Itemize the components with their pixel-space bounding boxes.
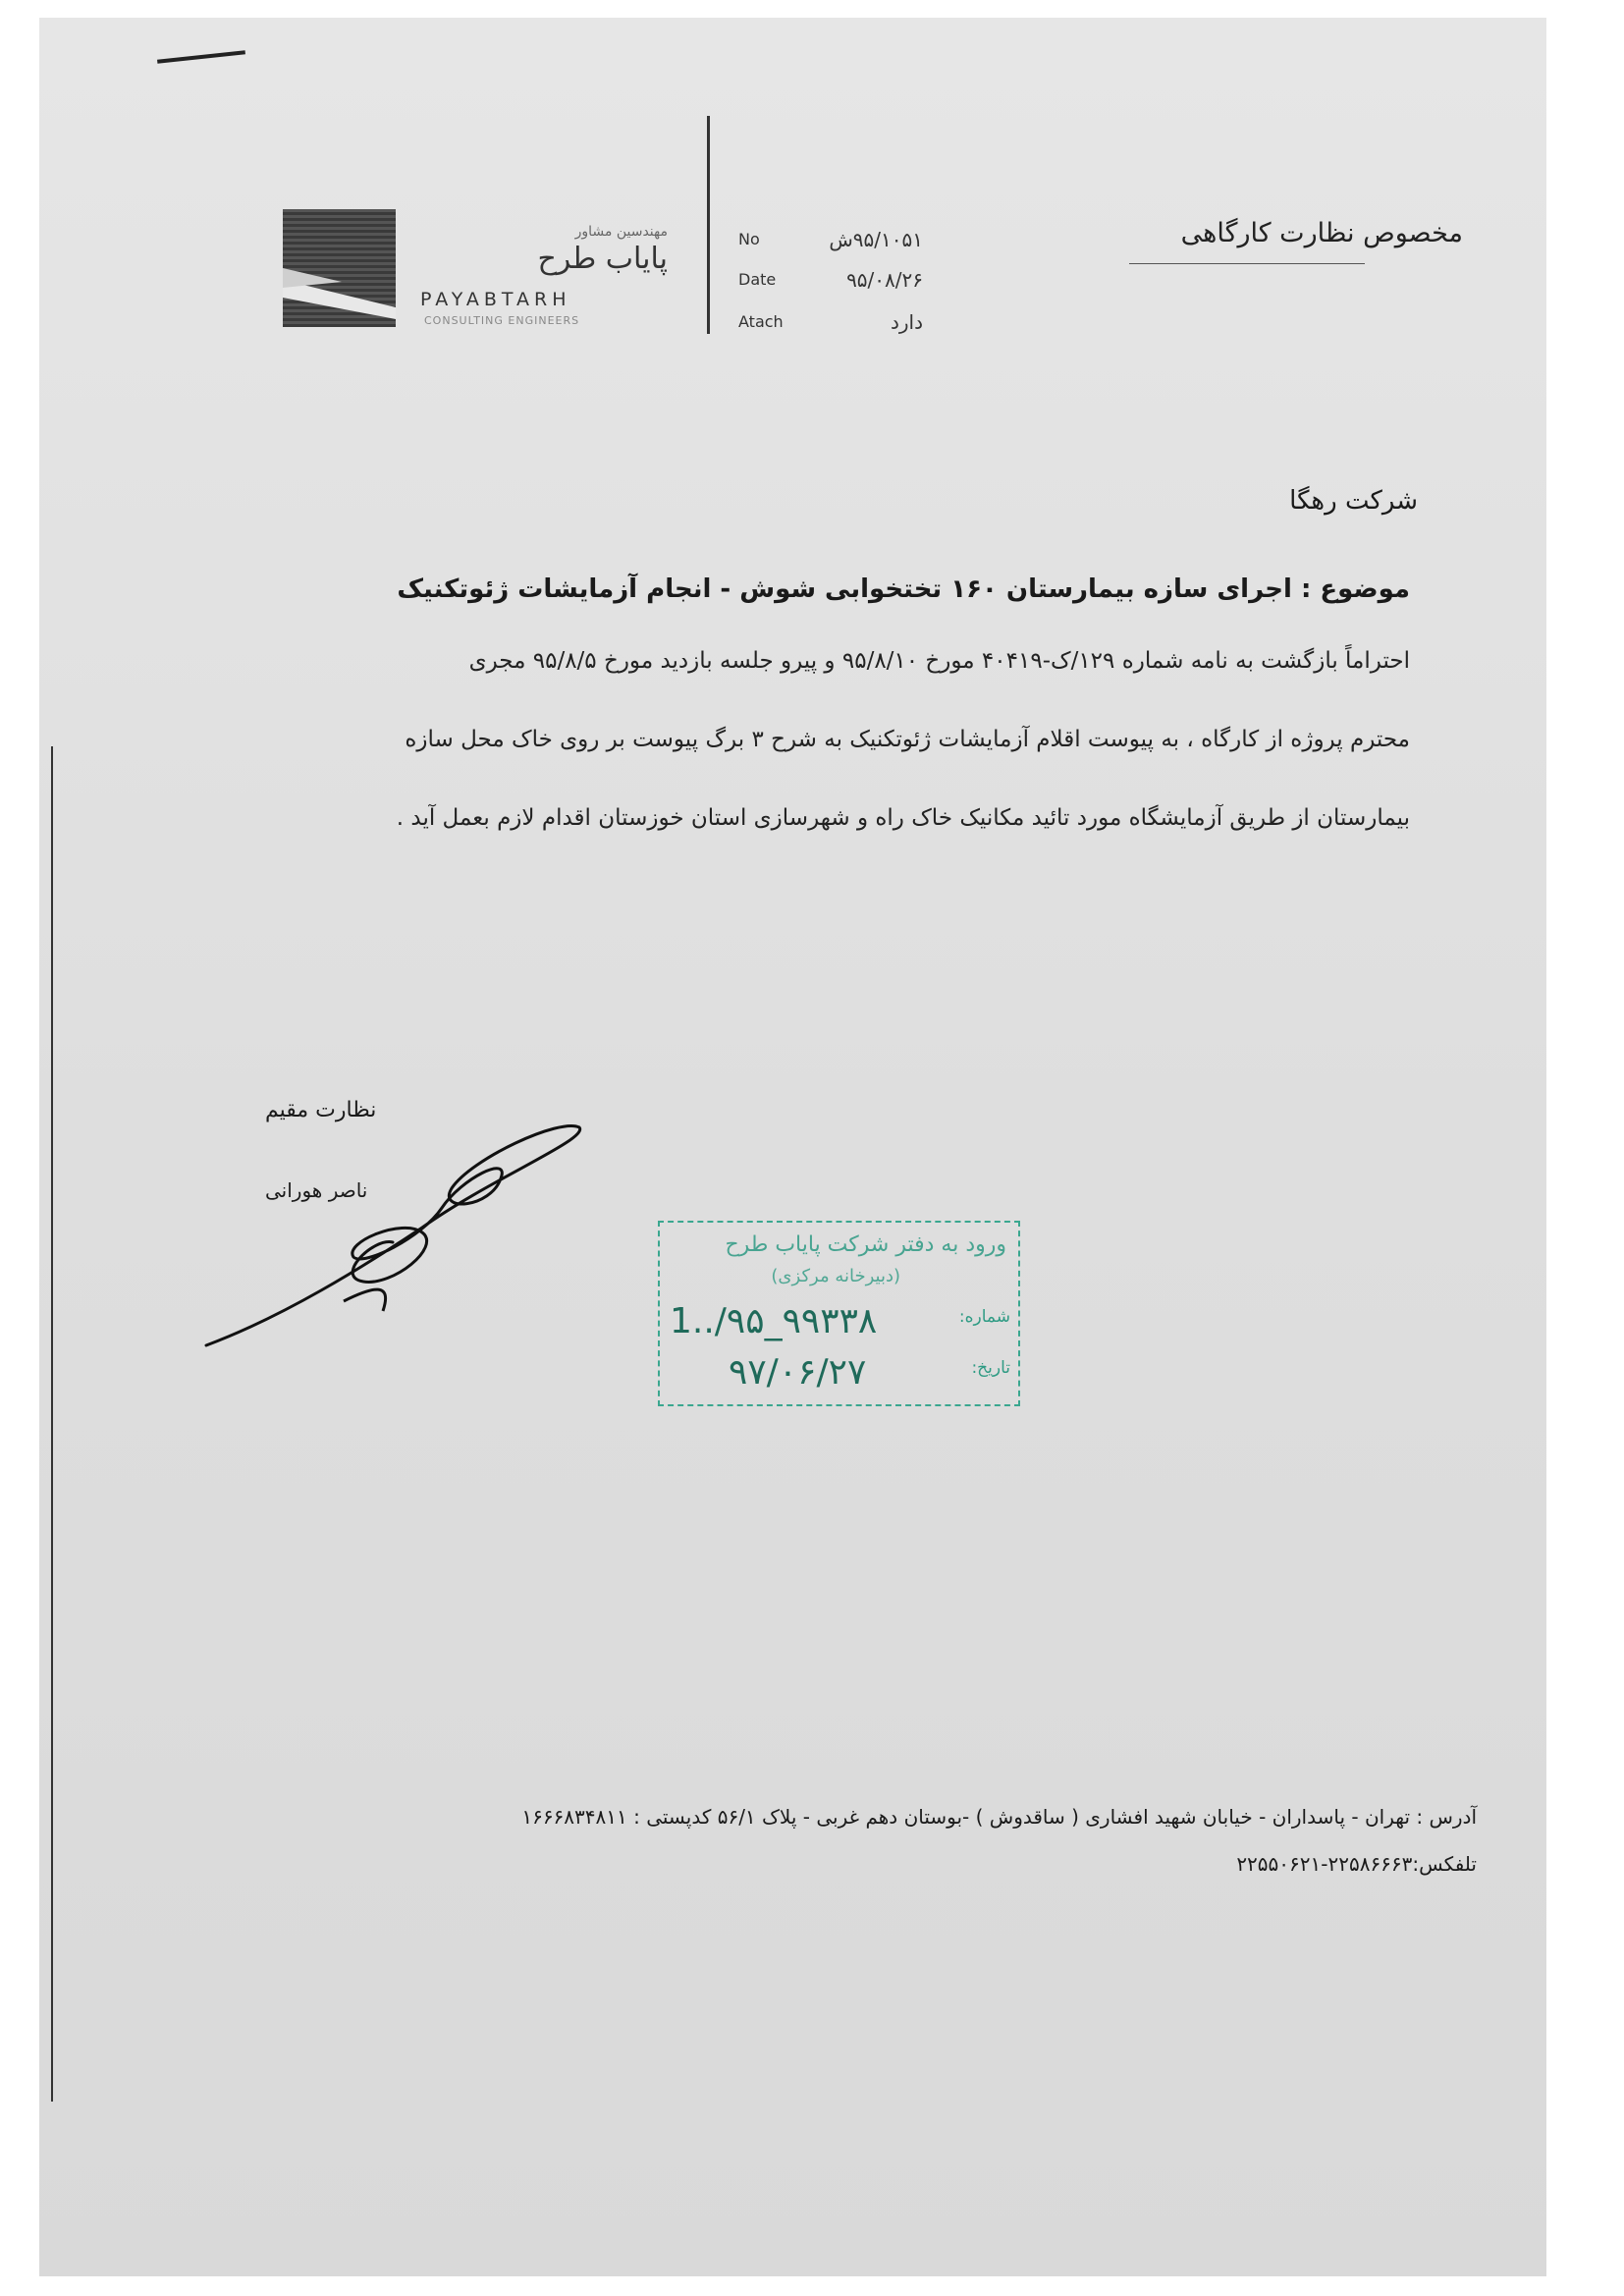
footer-phone: تلفکس:۲۲۵۸۶۶۶۳-۲۲۵۵۰۶۲۱ — [1236, 1852, 1477, 1876]
letter-attach-value: دارد — [890, 310, 923, 334]
company-subtitle: CONSULTING ENGINEERS — [424, 314, 580, 327]
letter-attach-label: Atach — [738, 312, 784, 331]
stamp-title: ورود به دفتر شرکت پایاب طرح — [725, 1232, 1006, 1257]
signer-role: نظارت مقیم — [265, 1098, 377, 1122]
company-logo — [283, 209, 396, 327]
body-line-1: احتراماً بازگشت به نامه شماره ۱۲۹/ک-۴۰۴۱۹ مورخ ۹۵/۸/۱۰ و پیرو جلسه بازدید مورخ ۹۵/۸/۵ مجری — [468, 648, 1410, 674]
footer-address: آدرس : تهران - پاسداران - خیابان شهید افشاری ( ساقدوش ) -بوستان دهم غربی - پلاک ۵۶/۱ کدپستی : ۱۶۶۶۸۳۴۸۱۱ — [521, 1805, 1477, 1829]
company-name-en: PAYABTARH — [420, 289, 571, 310]
body-line-2: محترم پروژه از کارگاه ، به پیوست اقلام آزمایشات ژئوتکنیک به شرح ۳ برگ پیوست بر روی خاک محل سازه — [405, 727, 1410, 752]
handwritten-signature — [196, 1120, 609, 1375]
company-name-fa: پایاب طرح — [537, 242, 668, 276]
stamp-number-value: 1../۹۵_۹۹۳۳۸ — [670, 1301, 878, 1341]
stamp-date-value: ۹۷/۰۶/۲۷ — [729, 1352, 867, 1393]
scan-edge-line — [51, 746, 53, 2102]
letter-no-label: No — [738, 230, 760, 248]
subject-line: موضوع : اجرای سازه بیمارستان ۱۶۰ تختخوابی شوش - انجام آزمایشات ژئوتکنیک — [397, 574, 1410, 604]
classification-underline — [1129, 263, 1365, 264]
recipient: شرکت رهگا — [1289, 486, 1418, 516]
stamp-subtitle: (دبیرخانه مرکزی) — [771, 1266, 900, 1286]
letter-date-value: ۹۵/۰۸/۲۶ — [846, 268, 923, 292]
body-line-3: بیمارستان از طریق آزمایشگاه مورد تائید مکانیک خاک راه و شهرسازی استان خوزستان اقدام لازم بعمل آید . — [396, 805, 1410, 831]
stamp-date-label: تاریخ: — [971, 1358, 1010, 1378]
stamp-number-label: شماره: — [958, 1307, 1010, 1327]
letter-date-label: Date — [738, 270, 777, 289]
letter-no-value: ۹۵/۱۰۵۱ش — [829, 228, 923, 251]
received-stamp — [658, 1221, 1020, 1406]
header-divider — [707, 116, 710, 334]
signer-name: ناصر هورانی — [265, 1178, 368, 1202]
company-type-text: مهندسین مشاور — [574, 224, 668, 240]
classification-label: مخصوص نظارت کارگاهی — [1180, 218, 1463, 248]
